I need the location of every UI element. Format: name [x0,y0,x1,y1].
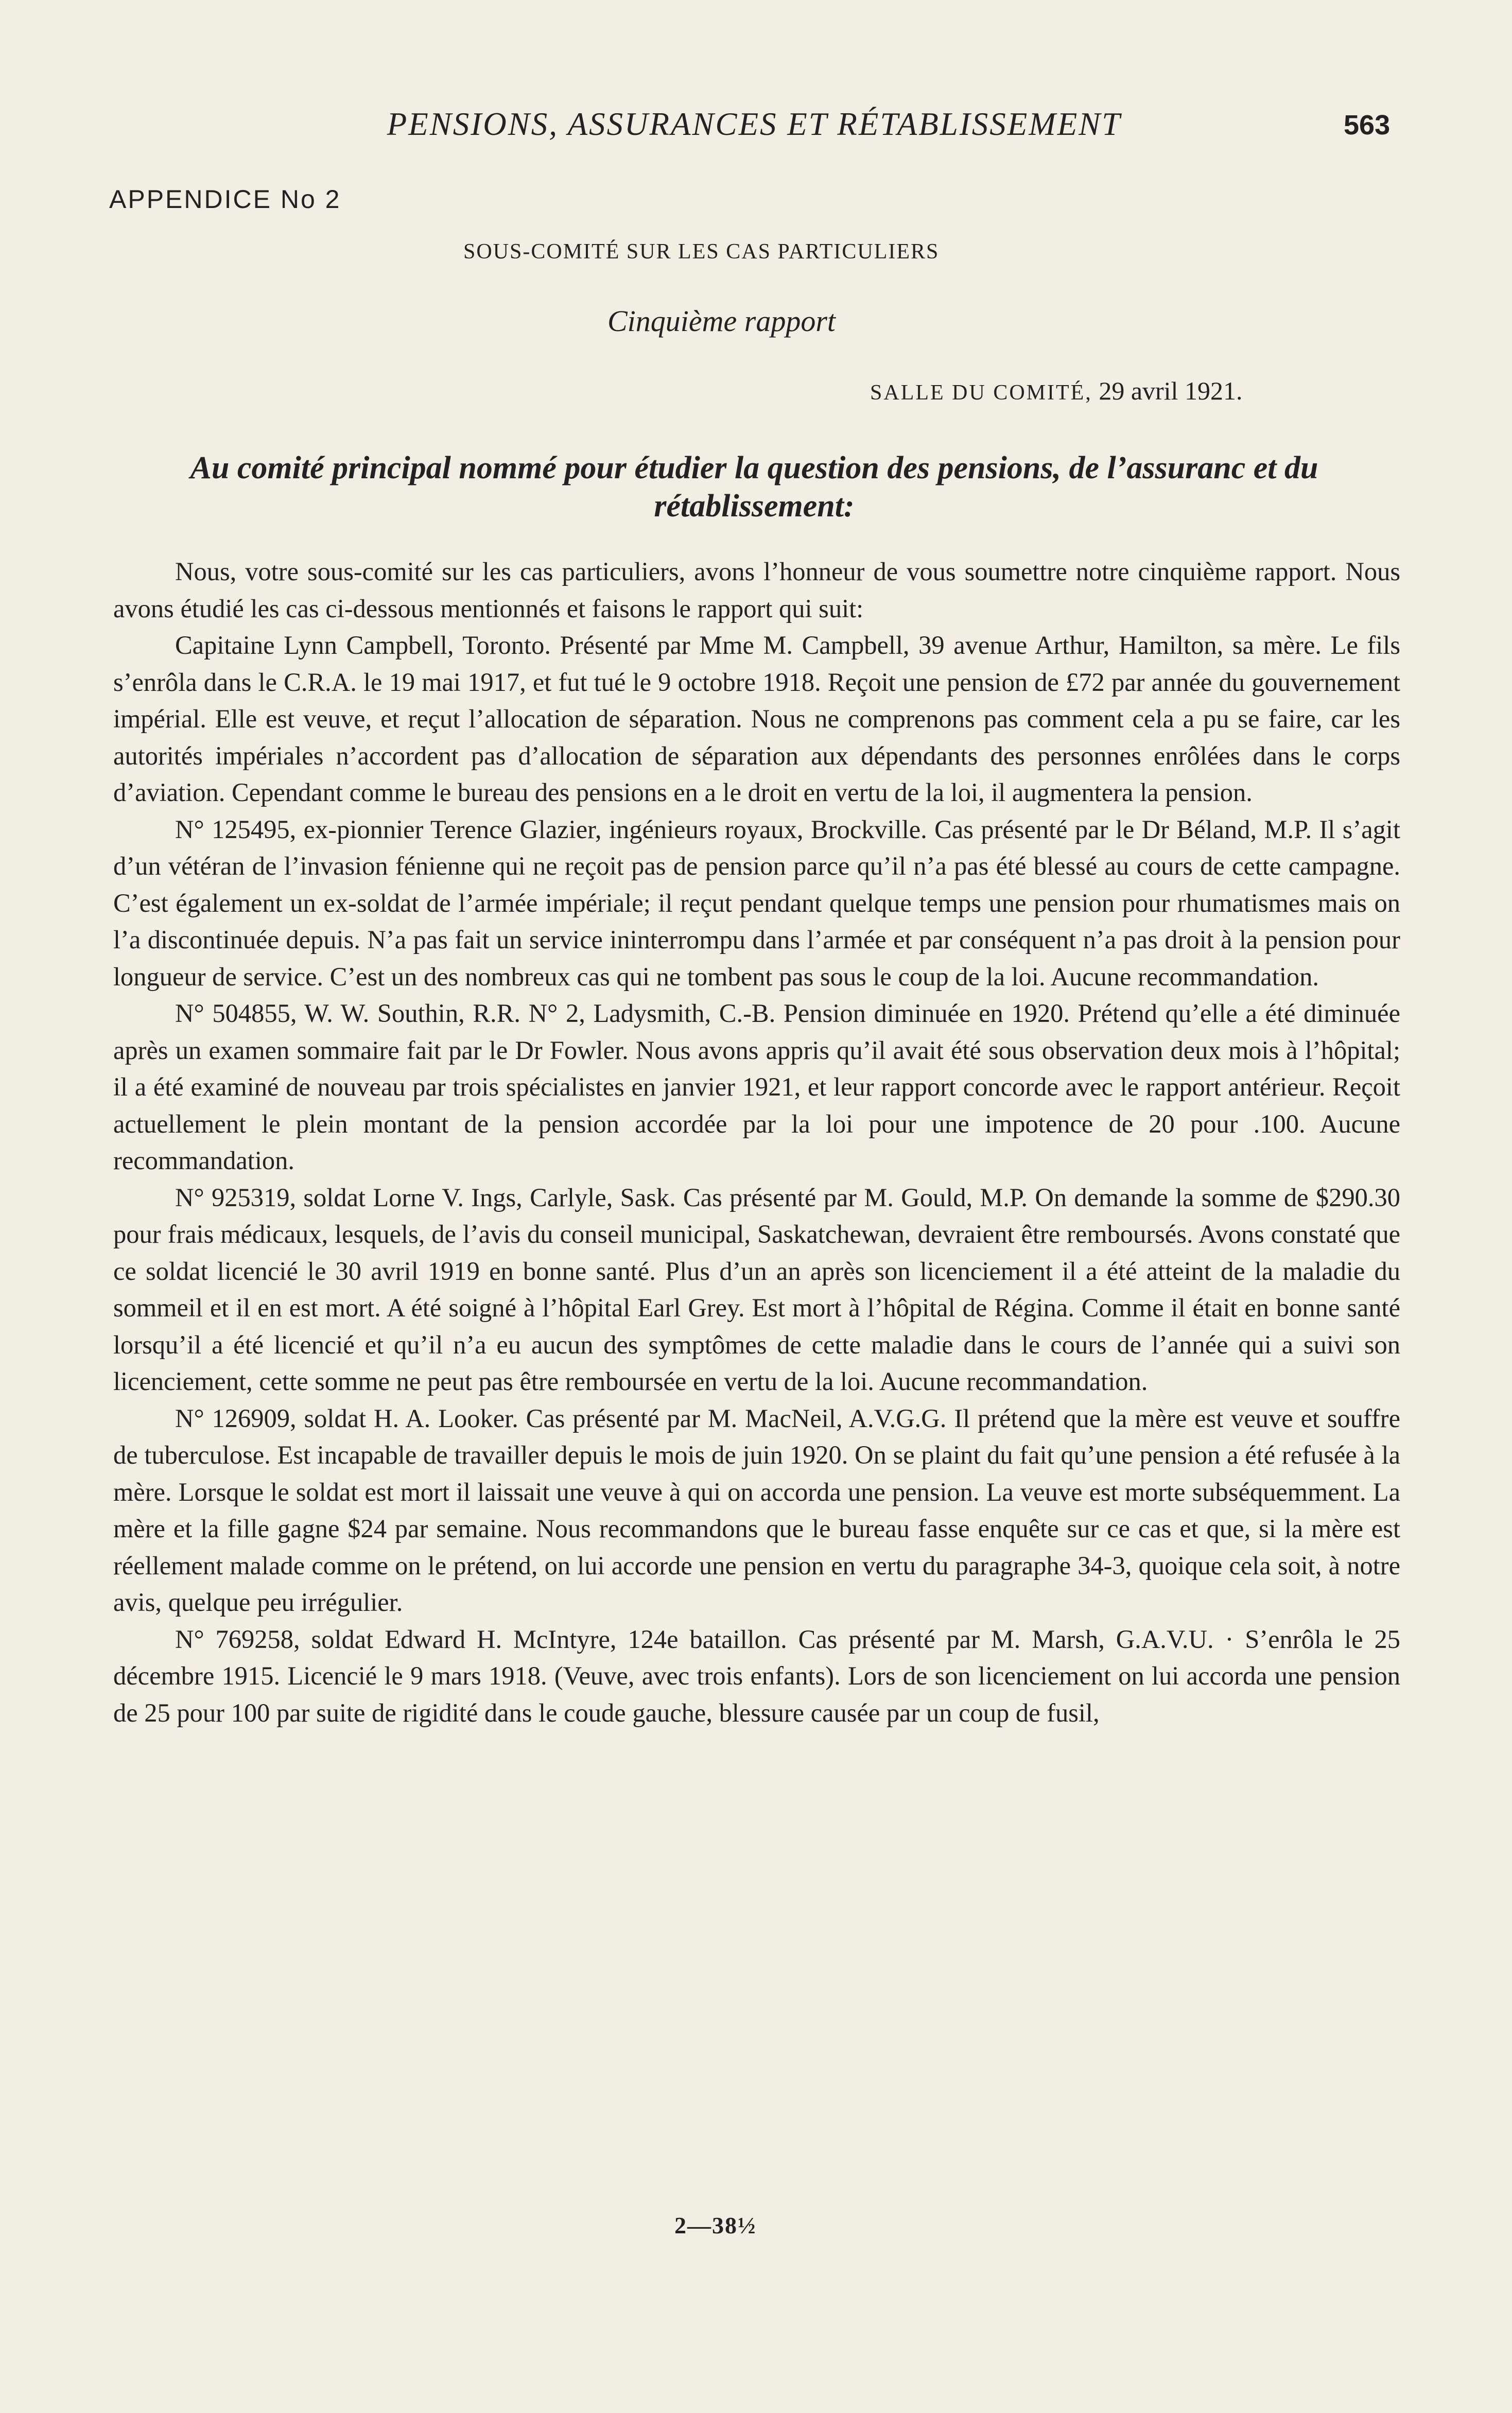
page-number: 563 [1344,110,1391,141]
footer-signature: 2—38½ [674,2212,757,2238]
dateline [870,376,1242,406]
paragraph-campbell: Capitaine Lynn Campbell, Toronto. Présenté par Mme M. Campbell, 39 avenue Arthur, Hamilton, sa mère. Le fils s’enrôla dans le C.R.A. le 19 mai 1917, et fut tué le 9 octobre 1918. Reçoit une pension de £72 par année du gouvernement impérial. Elle est veuve, et reçut l’allocation de séparation. Nous ne comprenons pas comment cela a pu se faire, car les autorités impériales n’accordent pas d’allocation de séparation aux dépendants des personnes enrôlées dans le corps d’aviation. Cependant comme le bureau des pensions en a le droit en vertu de la loi, il augmentera la pension. [113,631,1400,807]
paragraph-looker: N° 126909, soldat H. A. Looker. Cas présenté par M. MacNeil, A.V.G.G. Il prétend que la mère est veuve et souffre de tuberculose. Est incapable de travailler depuis le mois de juin 1920. On se plaint du fait qu’une pension a été refusée à la mère. Lorsque le soldat est mort il laissait une veuve à qui on accorda une pension. La veuve est morte subséquemment. La mère et la fille gagne $24 par semaine. Nous recommandons que le bureau fasse enquête sur ce cas et que, si la mère est réellement malade comme on le prétend, on lui accorde une pension en vertu du paragraphe 34-3, quoique cela soit, à notre avis, quelque peu irrégulier. [113,1403,1400,1617]
body-text [113,553,1400,1731]
address-line: Au comité principal nommé pour étudier la question des pensions, de l’assuranc et du rétablissement: [190,450,1318,524]
paragraph-southin: N° 504855, W. W. Southin, R.R. N° 2, Ladysmith, C.-B. Pension diminuée en 1920. Prétend qu’elle a été diminuée après un examen sommaire fait par le Dr Fowler. Nous avons appris qu’il avait été sous observation deux mois à l’hôpital; il a été examiné de nouveau par trois spécialistes en janvier 1921, et leur rapport concorde avec le rapport antérieur. Reçoit actuellement le plein montant de la pension accordée par la loi pour une impotence de 20 pour .100. Aucune recommandation. [113,999,1400,1175]
dateline-place: SALLE DU COMITÉ, [870,381,1092,405]
report-title: Cinquième rapport [607,304,836,338]
dateline-date: 29 avril 1921. [1099,376,1243,405]
appendix-label: APPENDICE No 2 [109,185,341,214]
paragraph-intro: Nous, votre sous-comité sur les cas particuliers, avons l’honneur de vous soumettre notre cinquième rapport. Nous avons étudié les cas ci-dessous mentionnés et faisons le rapport qui suit: [113,557,1400,623]
running-header: PENSIONS, ASSURANCES ET RÉTABLISSEMENT [387,106,1122,142]
paragraph-ings: N° 925319, soldat Lorne V. Ings, Carlyle, Sask. Cas présenté par M. Gould, M.P. On demande la somme de $290.30 pour frais médicaux, lesquels, de l’avis du conseil municipal, Saskatchewan, devraient être remboursés. Avons constaté que ce soldat licencié le 30 avril 1919 en bonne santé. Plus d’un an après son licenciement il a été atteint de la maladie du sommeil et il en est mort. A été soigné à l’hôpital Earl Grey. Est mort à l’hôpital de Régina. Comme il était en bonne santé lorsqu’il a été licencié et qu’il n’a eu aucun des symptômes de cette maladie dans le cours de l’année qui a suivi son licenciement, cette somme ne peut pas être remboursée en vertu de la loi. Aucune recommandation. [113,1183,1400,1396]
committee-heading: SOUS-COMITÉ SUR LES CAS PARTICULIERS [463,240,940,264]
paragraph-glazier: N° 125495, ex-pionnier Terence Glazier, ingénieurs royaux, Brockville. Cas présenté par le Dr Béland, M.P. Il s’agit d’un vétéran de l’invasion fénienne qui ne reçoit pas de pension parce qu’il n’a pas été blessé au cours de cette campagne. C’est également un ex-soldat de l’armée impériale; il reçut pendant quelque temps une pension pour rhumatismes mais on l’a discontinuée depuis. N’a pas fait un service ininterrompu dans l’armée et par conséquent n’a pas droit à la pension pour longueur de service. C’est un des nombreux cas qui ne tombent pas sous le coup de la loi. Aucune recommandation. [113,814,1400,991]
paragraph-mcintyre: N° 769258, soldat Edward H. McIntyre, 124e bataillon. Cas présenté par M. Marsh, G.A.V.U. · S’enrôla le 25 décembre 1915. Licencié le 9 mars 1918. (Veuve, avec trois enfants). Lors de son licenciement on lui accorda une pension de 25 pour 100 par suite de rigidité dans le coude gauche, blessure causée par un coup de fusil, [113,1624,1400,1727]
